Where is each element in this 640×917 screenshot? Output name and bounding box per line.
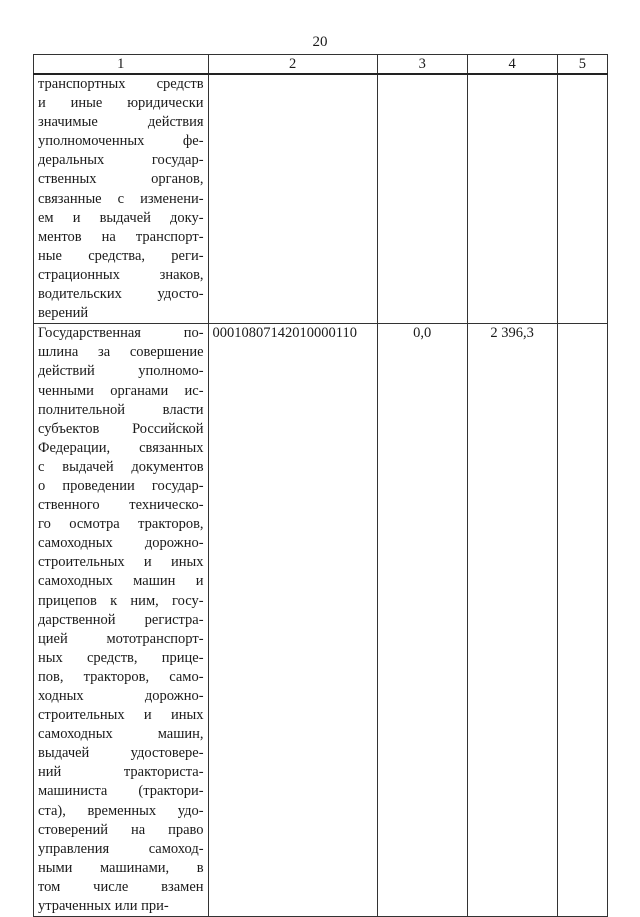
description-line: выдачей удостовере- (38, 745, 204, 762)
description-line: ментов на транспорт- (38, 228, 204, 245)
description-line: утраченных или при- (38, 898, 169, 915)
description-line: ем и выдачей доку- (38, 209, 204, 226)
description-line: ний тракториста- (38, 764, 204, 781)
row-value-col3: 0,0 (377, 324, 467, 917)
description-line: водительских удосто- (38, 286, 204, 303)
description-line: самоходных машин и (38, 573, 204, 590)
column-header-1: 1 (34, 55, 209, 75)
row-description (34, 324, 209, 917)
revenue-table (33, 54, 608, 917)
description-line: страционных знаков, (38, 266, 204, 283)
row-description (34, 74, 209, 324)
row-value-col4 (467, 74, 557, 324)
description-line: ными машинами, в (38, 859, 204, 876)
row-value-col4: 2 396,3 (467, 324, 557, 917)
description-line: управления самоход- (38, 840, 204, 857)
description-line: ходных дорожно- (38, 688, 204, 704)
description-line: Федерации, связанных (38, 439, 204, 456)
row-value-col5 (557, 324, 607, 917)
description-line: цией мототранспорт- (38, 630, 204, 647)
description-line: ственных органов, (38, 171, 204, 188)
description-line: о проведении государ- (38, 477, 204, 494)
column-header-5: 5 (557, 55, 607, 75)
description-line: дарственной регистра- (38, 611, 204, 628)
description-line: стоверений на право (38, 821, 204, 838)
description-line: связанные с изменени- (38, 190, 204, 207)
column-header-4: 4 (467, 55, 557, 75)
description-line: ста), временных удо- (38, 802, 204, 819)
description-line: ственного техническо- (38, 497, 204, 514)
description-line: го осмотра тракторов, (38, 516, 204, 533)
column-header-2: 2 (208, 55, 377, 75)
description-line: и иные юридически (38, 95, 204, 112)
description-line: полнительной власти (38, 401, 204, 418)
description-line: машиниста (трактори- (38, 783, 204, 800)
description-line: ченными органами ис- (38, 382, 204, 399)
row-value-col3 (377, 74, 467, 324)
table-row (34, 74, 608, 324)
row-value-col5 (557, 74, 607, 324)
description-line: самоходных дорожно- (38, 535, 204, 552)
description-line: Государственная по- (38, 325, 204, 342)
description-line: действий уполномо- (38, 363, 204, 380)
description-line: значимые действия (38, 114, 204, 131)
description-line: прицепов к ним, госу- (38, 592, 204, 609)
description-line: деральных государ- (38, 152, 204, 169)
table-body (34, 74, 608, 917)
description-line: строительных и иных (38, 707, 204, 724)
description-line: субъектов Российской (38, 420, 204, 437)
page-number: 20 (312, 34, 328, 50)
description-line: шлина за совершение (38, 344, 204, 361)
row-budget-code (208, 74, 377, 324)
description-line: уполномоченных фе- (38, 133, 204, 150)
description-line: транспортных средств (38, 76, 204, 92)
description-line: верений (38, 305, 89, 322)
description-line: ные средства, реги- (38, 247, 204, 264)
description-line: том числе взамен (38, 878, 204, 895)
row-budget-code: 00010807142010000110 (208, 324, 377, 917)
table-header-row (34, 55, 608, 75)
table-row (34, 324, 608, 917)
description-line: пов, тракторов, само- (38, 668, 204, 685)
description-line: строительных и иных (38, 554, 204, 571)
description-line: самоходных машин, (38, 726, 204, 743)
description-line: ных средств, прице- (38, 649, 204, 666)
description-line: с выдачей документов (38, 458, 204, 475)
column-header-3: 3 (377, 55, 467, 75)
